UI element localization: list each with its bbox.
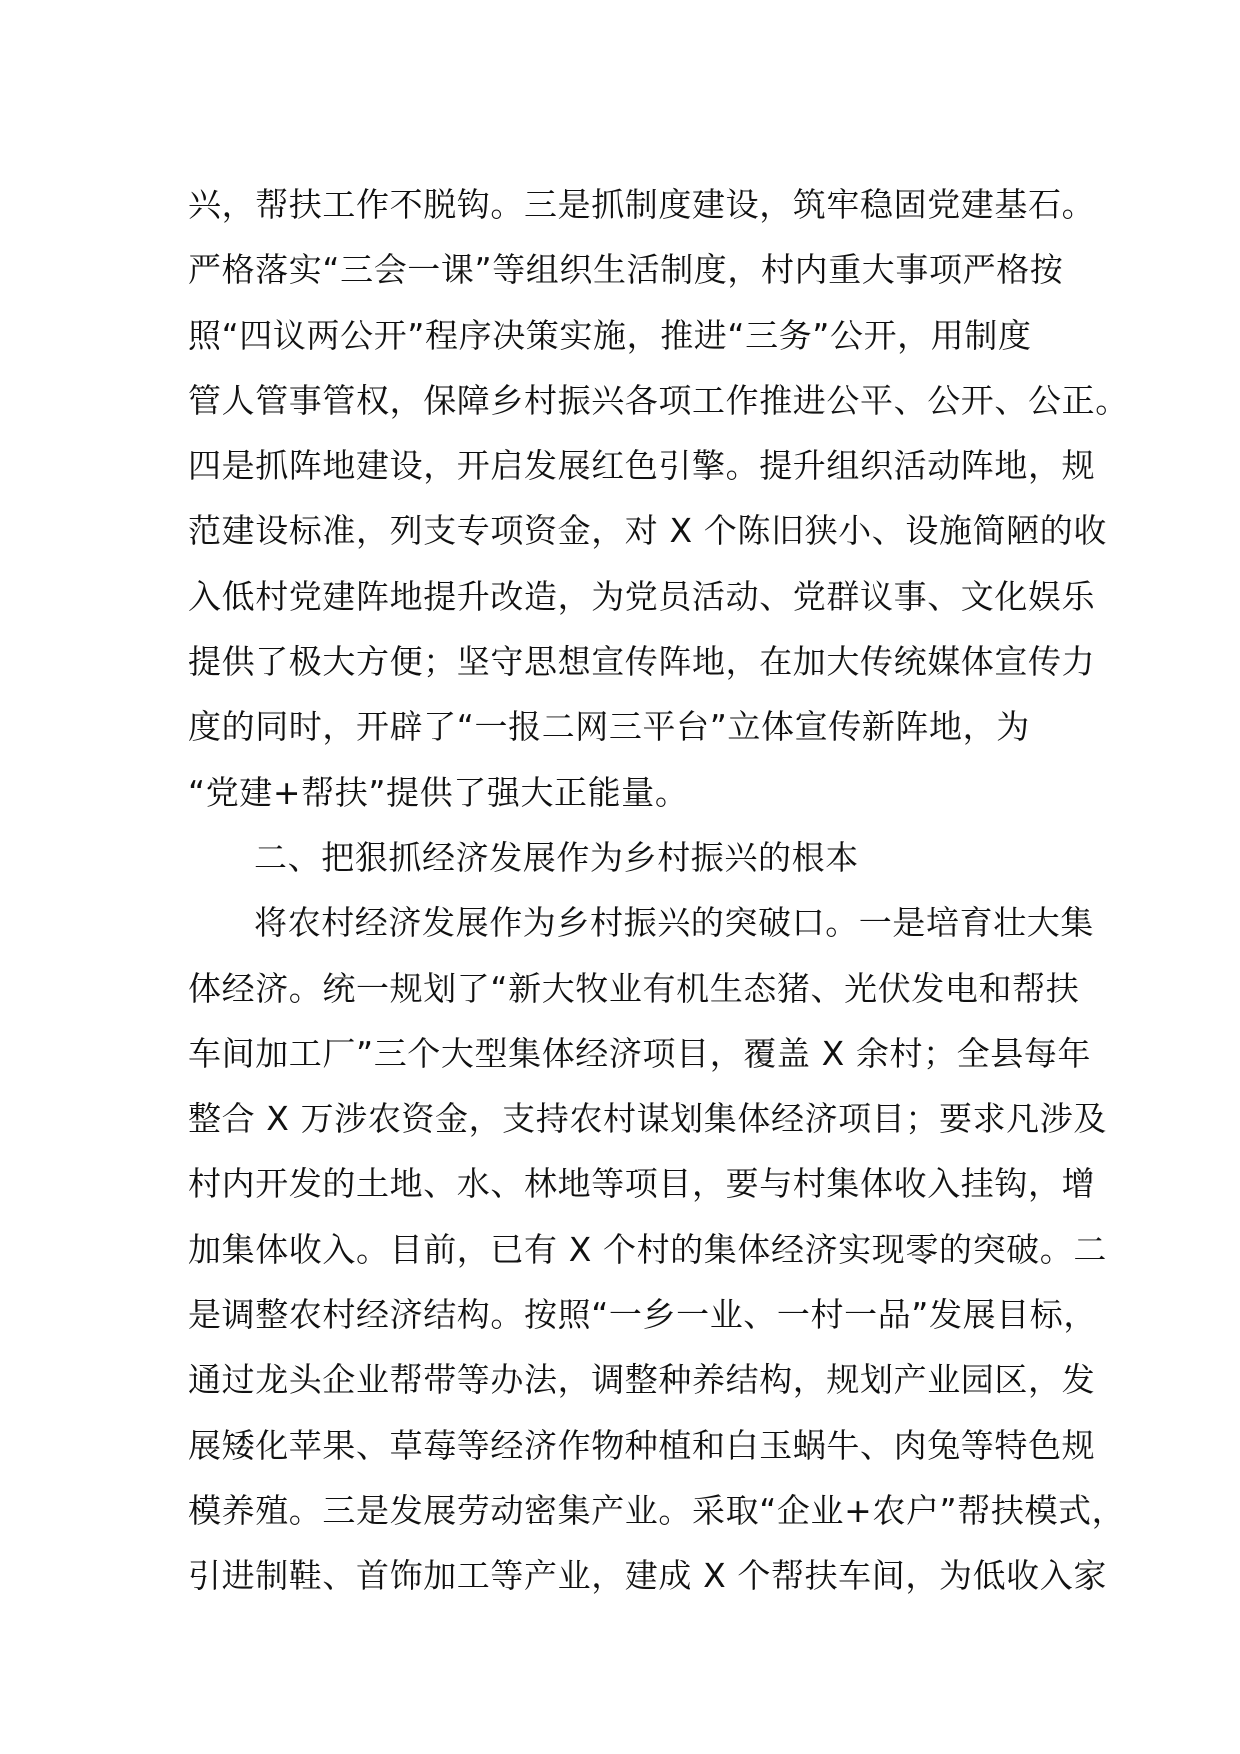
text-line-16: 村内开发的土地、水、林地等项目，要与村集体收入挂钩，增 (188, 1164, 1096, 1204)
text-line-22: 引进制鞋、首饰加工等产业，建成 X 个帮扶车间，为低收入家 (188, 1556, 1107, 1596)
text-line-9: 度的同时，开辟了“一报二网三平台”立体宣传新阵地，为 (188, 707, 1030, 747)
text-line-15: 整合 X 万涉农资金，支持农村谋划集体经济项目；要求凡涉及 (188, 1099, 1107, 1139)
text-line-1: 兴，帮扶工作不脱钩。三是抓制度建设，筑牢稳固党建基石。 (188, 185, 1096, 224)
text-line-13: 体经济。统一规划了“新大牧业有机生态猪、光伏发电和帮扶 (188, 968, 1080, 1008)
text-line-20: 展矮化苹果、草莓等经济作物种植和白玉蜗牛、肉兔等特色规 (188, 1425, 1096, 1465)
text-line-8: 提供了极大方便；坚守思想宣传阵地，在加大传统媒体宣传力 (188, 642, 1096, 682)
text-line-12: 将农村经济发展作为乡村振兴的突破口。一是培育壮大集 (254, 903, 1094, 943)
text-line-4: 管人管事管权，保障乡村振兴各项工作推进公平、公开、公正。 (188, 380, 1129, 420)
section-heading: 二、把狠抓经济发展作为乡村振兴的根本 (254, 837, 859, 877)
text-line-17: 加集体收入。目前，已有 X 个村的集体经济实现零的突破。二 (188, 1229, 1107, 1269)
text-line-19: 通过龙头企业帮带等办法，调整种养结构，规划产业园区，发 (188, 1360, 1096, 1400)
text-line-18: 是调整农村经济结构。按照“一乡一业、一村一品”发展目标， (188, 1295, 1097, 1335)
text-line-21: 模养殖。三是发展劳动密集产业。采取“企业+农户”帮扶模式， (188, 1490, 1126, 1530)
text-line-10: “党建+帮扶”提供了强大正能量。 (188, 772, 689, 812)
body-text (188, 172, 1129, 1609)
text-line-6: 范建设标准，列支专项资金，对 X 个陈旧狭小、设施简陋的收 (188, 511, 1107, 551)
text-line-2: 严格落实“三会一课”等组织生活制度，村内重大事项严格按 (188, 250, 1064, 290)
text-line-7: 入低村党建阵地提升改造，为党员活动、党群议事、文化娱乐 (188, 576, 1096, 616)
text-line-3: 照“四议两公开”程序决策实施，推进“三务”公开，用制度 (188, 315, 1032, 355)
text-line-5: 四是抓阵地建设，开启发展红色引擎。提升组织活动阵地，规 (188, 446, 1096, 486)
text-line-14: 车间加工厂”三个大型集体经济项目，覆盖 X 余村；全县每年 (188, 1033, 1092, 1073)
